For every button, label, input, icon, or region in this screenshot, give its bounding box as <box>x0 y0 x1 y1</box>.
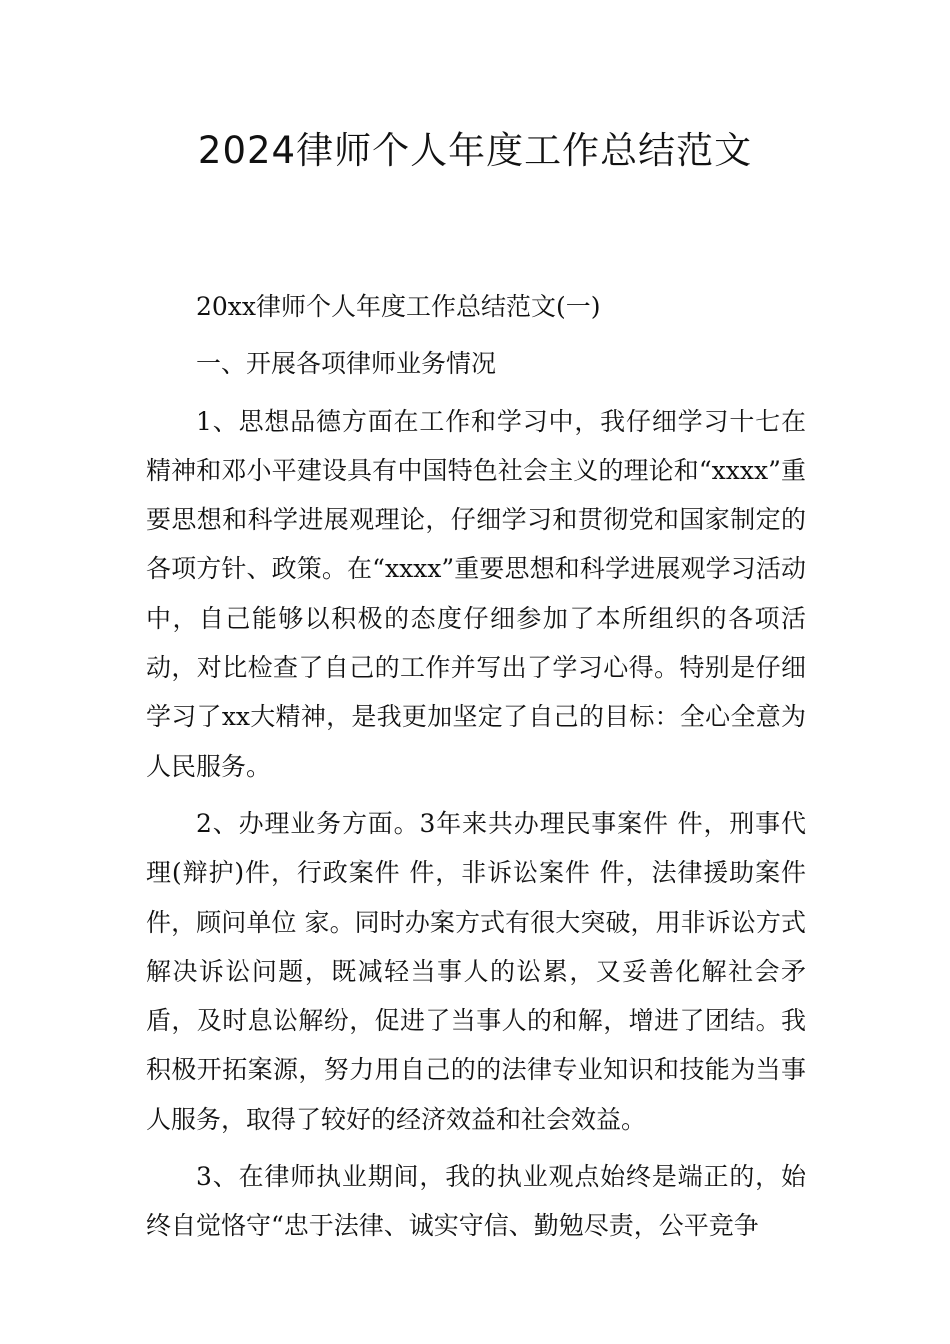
paragraph: 1、思想品德方面在工作和学习中，我仔细学习十七在精神和邓小平建设具有中国特色社会主义的理论和“xxxx”重要思想和科学进展观理论，仔细学习和贯彻党和国家制定的各项方针、政策。在“xxxx”重要思想和科学进展观学习活动中，自己能够以积极的态度仔细参加了本所组织的各项活动，对比检查了自己的工作并写出了学习心得。特别是仔细学习了xx大精神，是我更加坚定了自己的目标：全心全意为人民服务。 <box>146 406 806 781</box>
section-heading: 20xx律师个人年度工作总结范文(一) <box>196 292 601 321</box>
paragraph: 3、在律师执业期间，我的执业观点始终是端正的，始终自觉恪守“忠于法律、诚实守信、勤勉尽责，公平竞争 <box>146 1162 806 1241</box>
document-title: 2024律师个人年度工作总结范文 <box>197 129 753 172</box>
subsection-heading: 一、开展各项律师业务情况 <box>196 349 497 379</box>
document-body <box>146 282 806 1251</box>
paragraph: 2、办理业务方面。3年来共办理民事案件 件，刑事代理(辩护)件，行政案件 件，非诉讼案件 件，法律援助案件 件，顾问单位 家。同时办案方式有很大突破，用非诉讼方式解决诉讼问题，既减轻当事人的讼累，又妥善化解社会矛盾，及时息讼解纷，促进了当事人的和解，增进了团结。我积极开拓案源，努力用自己的的法律专业知识和技能为当事人服务，取得了较好的经济效益和社会效益。 <box>146 808 806 1134</box>
